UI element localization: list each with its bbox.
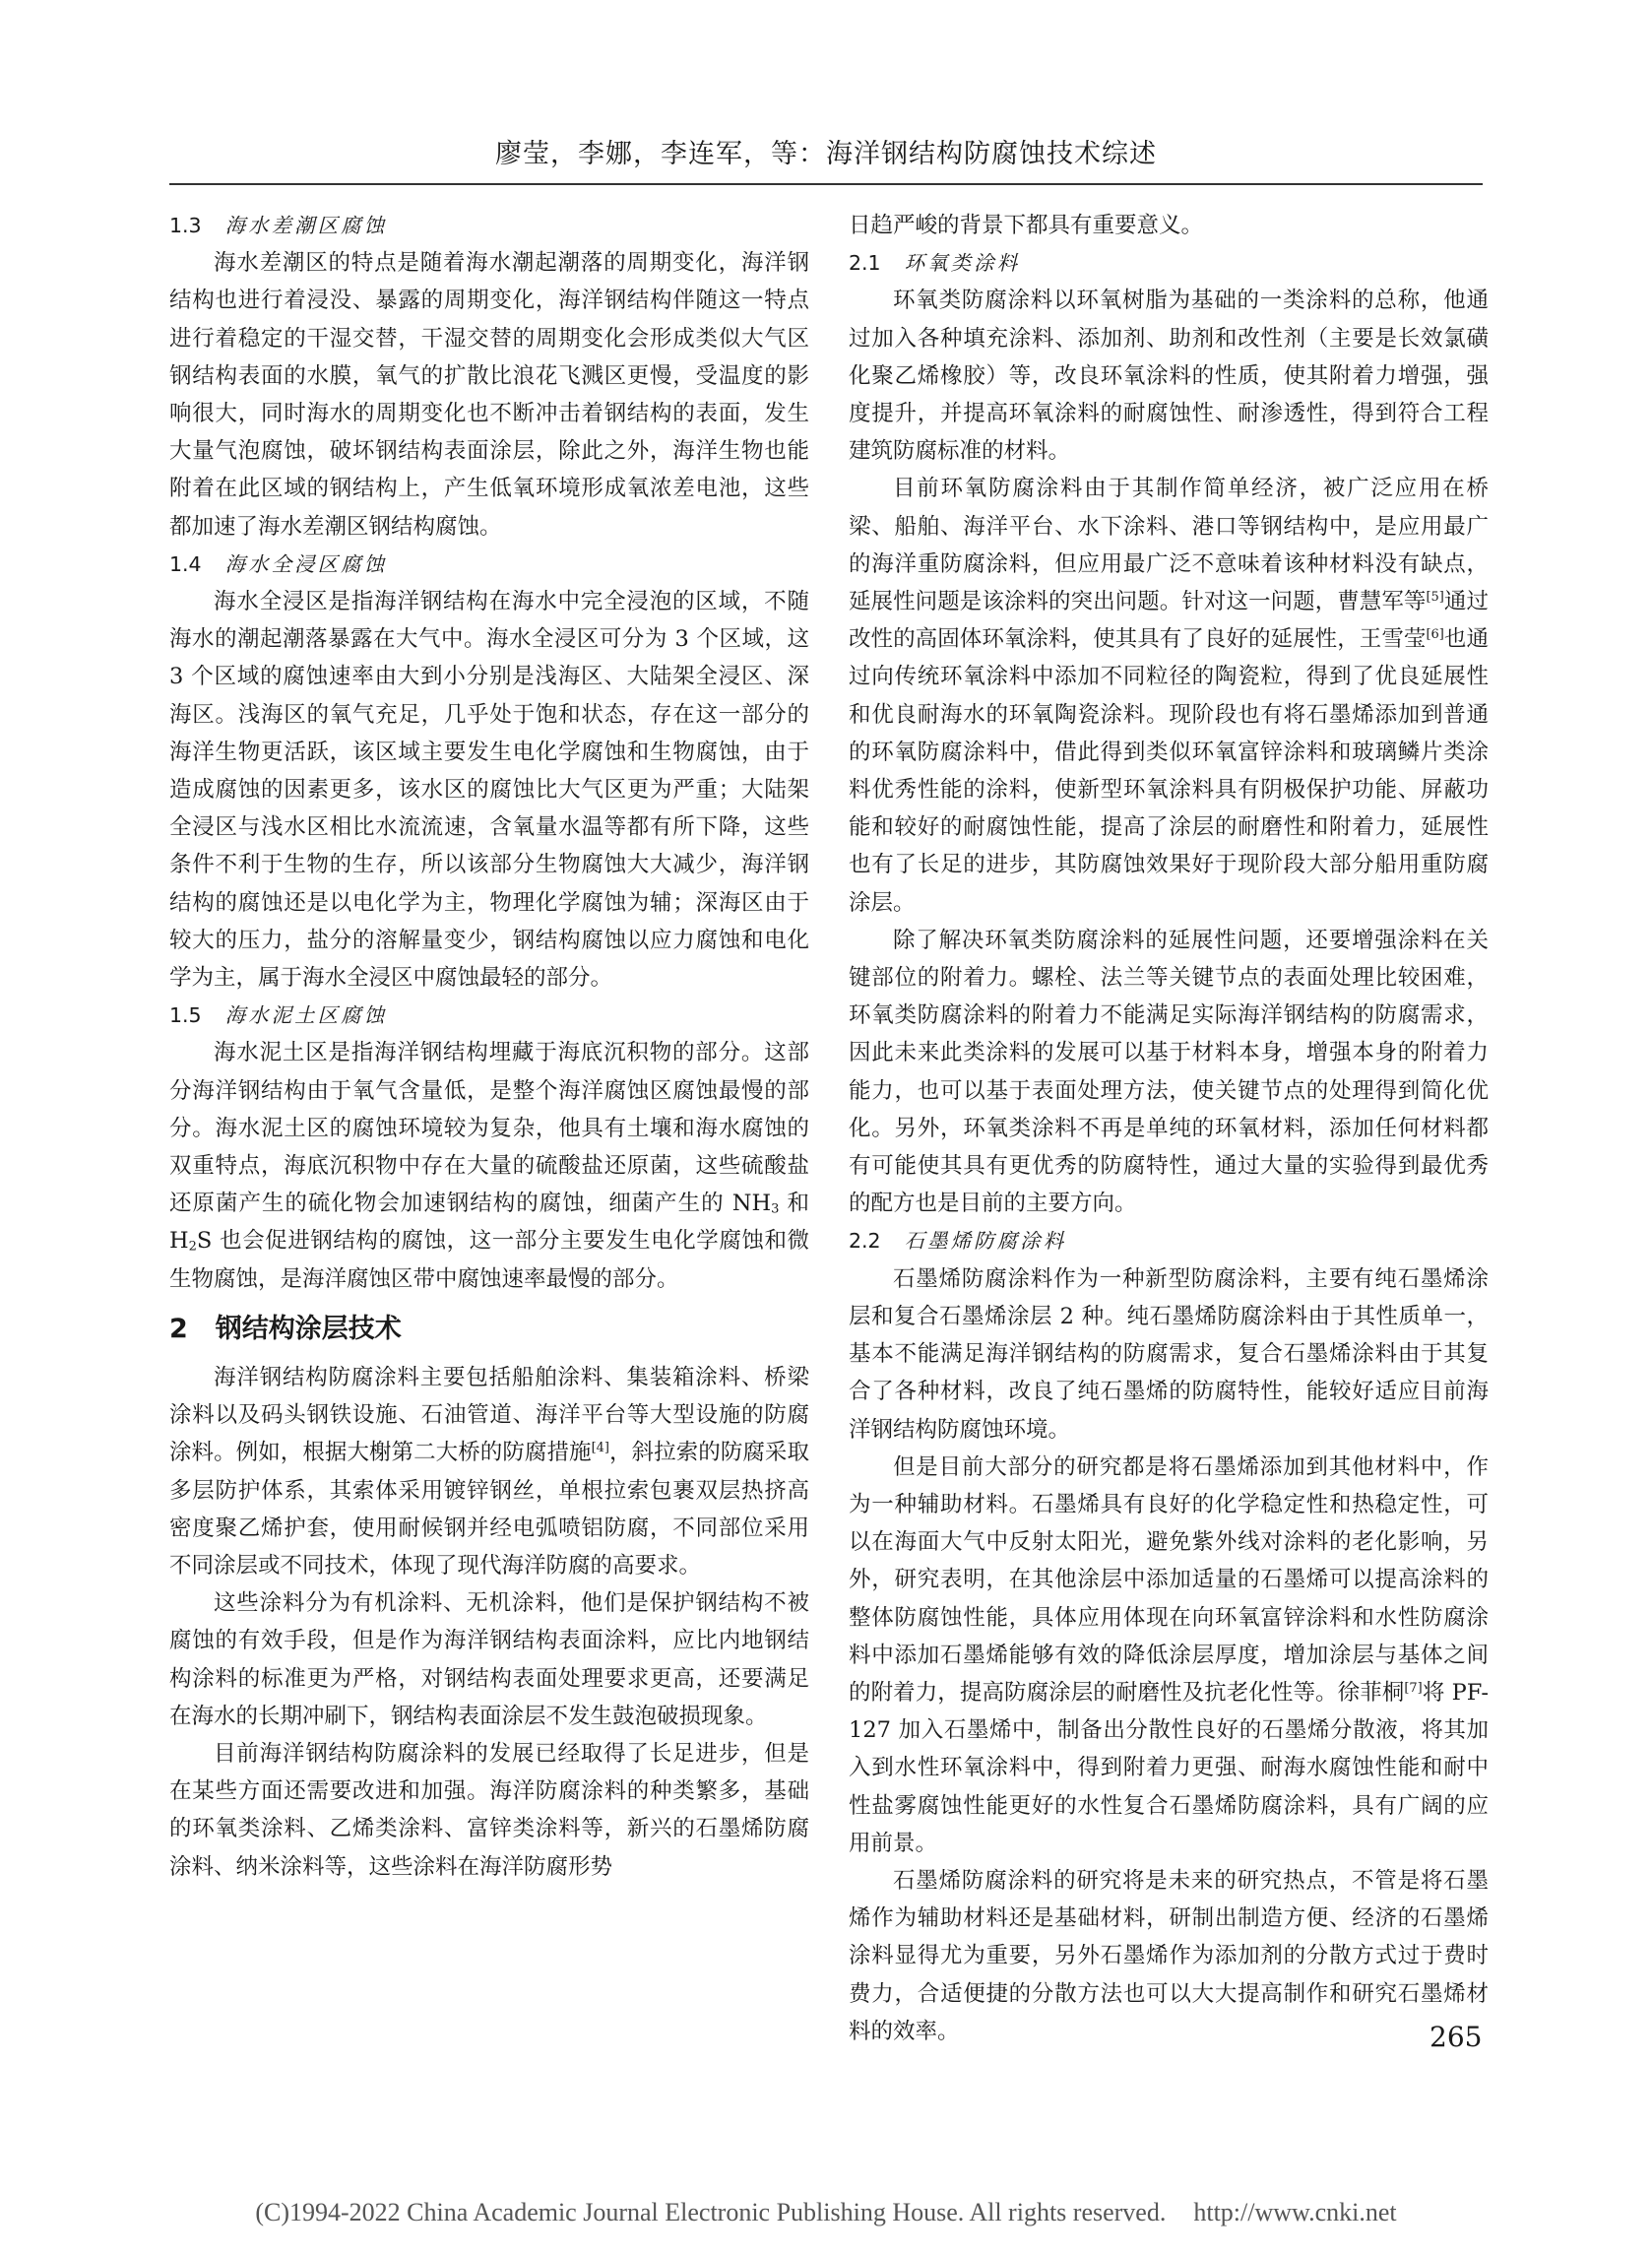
right-column: [849, 207, 1489, 2050]
formula-subscript: 3: [771, 1201, 780, 1217]
text-run: 和: [787, 1191, 809, 1217]
paragraph: [849, 470, 1489, 921]
citation-ref: [6]: [1426, 627, 1444, 643]
section-heading-1-4: [169, 546, 809, 583]
formula-subscript: 2: [188, 1240, 197, 1256]
section-number: 2.1: [849, 251, 881, 276]
section-number: 1.5: [169, 1003, 202, 1028]
section-number: 1.4: [169, 551, 202, 576]
text-run: 也通过向传统环氧涂料中添加不同粒径的陶瓷粒，得到了优良延展性和优良耐海水的环氧陶瓷涂料。现阶段也有将石墨烯添加到普通的环氧防腐涂料中，借此得到类似环氧富锌涂料和玻璃鳞片类涂料优秀性能的涂料，使新型环氧涂料具有阴极保护功能、屏蔽功能和较好的耐腐蚀性能，提高了涂层的耐磨性和附着力，延展性也有了长足的进步，其防腐蚀效果好于现阶段大部分船用重防腐涂层。: [849, 626, 1489, 916]
header-rule: [169, 183, 1483, 185]
paragraph: 石墨烯防腐涂料的研究将是未来的研究热点，不管是将石墨烯作为辅助材料还是基础材料，研制出制造方便、经济的石墨烯涂料显得尤为重要，另外石墨烯作为添加剂的分散方式过于费时费力，合适便捷的分散方法也可以大大提高制作和研究石墨烯材料的效率。: [849, 1867, 1489, 2044]
section-heading-1-5: [169, 997, 809, 1034]
formula-h2s: [169, 1228, 212, 1254]
paragraph: 石墨烯防腐涂料作为一种新型防腐涂料，主要有纯石墨烯涂层和复合石墨烯涂层 2 种。纯石墨烯防腐涂料由于其性质单一，基本不能满足海洋钢结构的防腐需求，复合石墨烯涂料由于其复合了各种材料，改良了纯石墨烯的防腐特性，能较好适应目前海洋钢结构防腐蚀环境。: [849, 1265, 1489, 1443]
paragraph: 除了解决环氧类防腐涂料的延展性问题，还要增强涂料在关键部位的附着力。螺栓、法兰等关键节点的表面处理比较困难，环氧类防腐涂料的附着力不能满足实际海洋钢结构的防腐需求，因此未来此类涂料的发展可以基于材料本身，增强本身的附着力能力，也可以基于表面处理方法，使关键节点的处理得到简化优化。另外，环氧类涂料不再是单纯的环氧材料，添加任何材料都有可能使其具有更优秀的防腐特性，通过大量的实验得到最优秀的配方也是目前的主要方向。: [849, 927, 1489, 1217]
section-title: 海水泥土区腐蚀: [224, 1003, 388, 1028]
section-heading-2-1: [849, 244, 1489, 282]
copyright-footer: [0, 2198, 1652, 2227]
section-title: 环氧类涂料: [904, 251, 1021, 276]
citation-ref: [5]: [1426, 590, 1444, 606]
formula-text: S: [196, 1228, 213, 1255]
running-header: 廖莹，李娜，李连军，等：海洋钢结构防腐蚀技术综述: [495, 139, 1157, 169]
text-run: ，斜拉索的防腐采取多层防护体系，其索体采用镀锌钢丝，单根拉索包裹双层热挤高密度聚乙烯护套，使用耐候钢并经电弧喷铝防腐，不同部位采用不同涂层或不同技术，体现了现代海洋防腐的高要求。: [169, 1440, 809, 1579]
left-column: [169, 207, 809, 1886]
text-run: 通过改性的高固体环氧涂料，使其具有了良好的延展性，王雪莹: [849, 589, 1489, 653]
paragraph: 这些涂料分为有机涂料、无机涂料，他们是保护钢结构不被腐蚀的有效手段，但是作为海洋钢结构表面涂料，应比内地钢结构涂料的标准更为严格，对钢结构表面处理要求更高，还要满足在海水的长期冲刷下，钢结构表面涂层不发生鼓泡破损现象。: [169, 1590, 809, 1729]
section-heading-2: [169, 1310, 809, 1349]
formula-text: H: [169, 1228, 189, 1255]
section-heading-2-2: [849, 1222, 1489, 1259]
paragraph: 海水全浸区是指海洋钢结构在海水中完全浸泡的区域，不随海水的潮起潮落暴露在大气中。海水全浸区可分为 3 个区域，这 3 个区域的腐蚀速率由大到小分别是浅海区、大陆架全浸区、深海区。浅海区的氧气充足，几乎处于饱和状态，存在这一部分的海洋生物更活跃，该区域主要发生电化学腐蚀和生物腐蚀，由于造成腐蚀的因素更多，该水区的腐蚀比大气区更为严重；大陆架全浸区与浅水区相比水流流速，含氧量水温等都有所下降，这些条件不利于生物的生存，所以该部分生物腐蚀大大减少，海洋钢结构的腐蚀还是以电化学为主，物理化学腐蚀为辅；深海区由于较大的压力，盐分的溶解量变少，钢结构腐蚀以应力腐蚀和电化学为主，属于海水全浸区中腐蚀最轻的部分。: [169, 589, 809, 992]
text-run: 目前环氧防腐涂料由于其制作简单经济，被广泛应用在桥梁、船舶、海洋平台、水下涂料、港口等钢结构中，是应用最广的海洋重防腐涂料，但应用最广泛不意味着该种材料没有缺点，延展性问题是该涂料的突出问题。针对这一问题，曹慧军等: [849, 476, 1489, 615]
paragraph: [849, 1449, 1489, 1862]
paragraph-continuation: 日趋严峻的背景下都具有重要意义。: [849, 213, 1204, 238]
text-run: 将 PF-127 加入石墨烯中，制备出分散性良好的石墨烯分散液，将其加入到水性环氧涂料中，得到附着力更强、耐海水腐蚀性能和耐中性盐雾腐蚀性能更好的水性复合石墨烯防腐涂料，具有广阔的应用前景。: [849, 1679, 1489, 1856]
paragraph: 目前海洋钢结构防腐涂料的发展已经取得了长足进步，但是在某些方面还需要改进和加强。海洋防腐涂料的种类繁多，基础的环氧类涂料、乙烯类涂料、富锌类涂料等，新兴的石墨烯防腐涂料、纳米涂料等，这些涂料在海洋防腐形势: [169, 1740, 809, 1880]
section-number: 2: [169, 1313, 188, 1344]
section-heading-1-3: [169, 207, 809, 244]
formula-text: NH: [731, 1191, 772, 1217]
footer-url[interactable]: http://www.cnki.net: [1193, 2198, 1397, 2226]
section-number: 2.2: [849, 1229, 881, 1254]
paragraph: 环氧类防腐涂料以环氧树脂为基础的一类涂料的总称，他通过加入各种填充涂料、添加剂、助剂和改性剂（主要是长效氯磺化聚乙烯橡胶）等，改良环氧涂料的性质，使其附着力增强，强度提升，并提高环氧涂料的耐腐蚀性、耐渗透性，得到符合工程建筑防腐标准的材料。: [849, 288, 1489, 465]
citation-ref: [7]: [1404, 1681, 1423, 1697]
paragraph: 海水差潮区的特点是随着海水潮起潮落的周期变化，海洋钢结构也进行着浸没、暴露的周期变化，海洋钢结构伴随这一特点进行着稳定的干湿交替，干湿交替的周期变化会形成类似大气区钢结构表面的水膜，氧气的扩散比浪花飞溅区更慢，受温度的影响很大，同时海水的周期变化也不断冲击着钢结构的表面，发生大量气泡腐蚀，破坏钢结构表面涂层，除此之外，海洋生物也能附着在此区域的钢结构上，产生低氧环境形成氧浓差电池，这些都加速了海水差潮区钢结构腐蚀。: [169, 250, 809, 540]
text-run: 但是目前大部分的研究都是将石墨烯添加到其他材料中，作为一种辅助材料。石墨烯具有良好的化学稳定性和热稳定性，可以在海面大气中反射太阳光，避免紫外线对涂料的老化影响，另外，研究表明，在其他涂层中添加适量的石墨烯可以提高涂料的整体防腐蚀性能，具体应用体现在向环氧富锌涂料和水性防腐涂料中添加石墨烯能够有效的降低涂层厚度，增加涂层与基体之间的附着力，提高防腐涂层的耐磨性及抗老化性等。徐菲桐: [849, 1453, 1489, 1706]
paragraph: [169, 1359, 809, 1584]
text-run: 海水泥土区是指海洋钢结构埋藏于海底沉积物的部分。这部分海洋钢结构由于氧气含量低，是整个海洋腐蚀区腐蚀最慢的部分。海水泥土区的腐蚀环境较为复杂，他具有土壤和海水腐蚀的双重特点，海底沉积物中存在大量的硫酸盐还原菌，这些硫酸盐还原菌产生的硫化物会加速钢结构的腐蚀，细菌产生的: [169, 1040, 809, 1217]
section-title: 石墨烯防腐涂料: [904, 1229, 1067, 1254]
formula-nh3: [732, 1191, 780, 1216]
text-run: 海洋钢结构防腐涂料主要包括船舶涂料、集装箱涂料、桥梁涂料以及码头钢铁设施、石油管道、海洋平台等大型设施的防腐涂料。例如，根据大榭第二大桥的防腐措施: [169, 1364, 809, 1466]
page-number: 265: [1430, 2021, 1483, 2053]
citation-ref: [4]: [591, 1441, 609, 1456]
section-title: 海水差潮区腐蚀: [224, 214, 388, 237]
paragraph: [169, 1034, 809, 1297]
section-number: 1.3: [169, 214, 202, 237]
copyright-text: (C)1994-2022 China Academic Journal Electronic Publishing House. All rights reserved.: [255, 2198, 1167, 2226]
text-run: 也会促进钢结构的腐蚀，这一部分主要发生电化学腐蚀和微生物腐蚀，是海洋腐蚀区带中腐蚀速率最慢的部分。: [169, 1228, 809, 1292]
section-title: 海水全浸区腐蚀: [224, 551, 388, 576]
section-title: 钢结构涂层技术: [215, 1313, 402, 1344]
